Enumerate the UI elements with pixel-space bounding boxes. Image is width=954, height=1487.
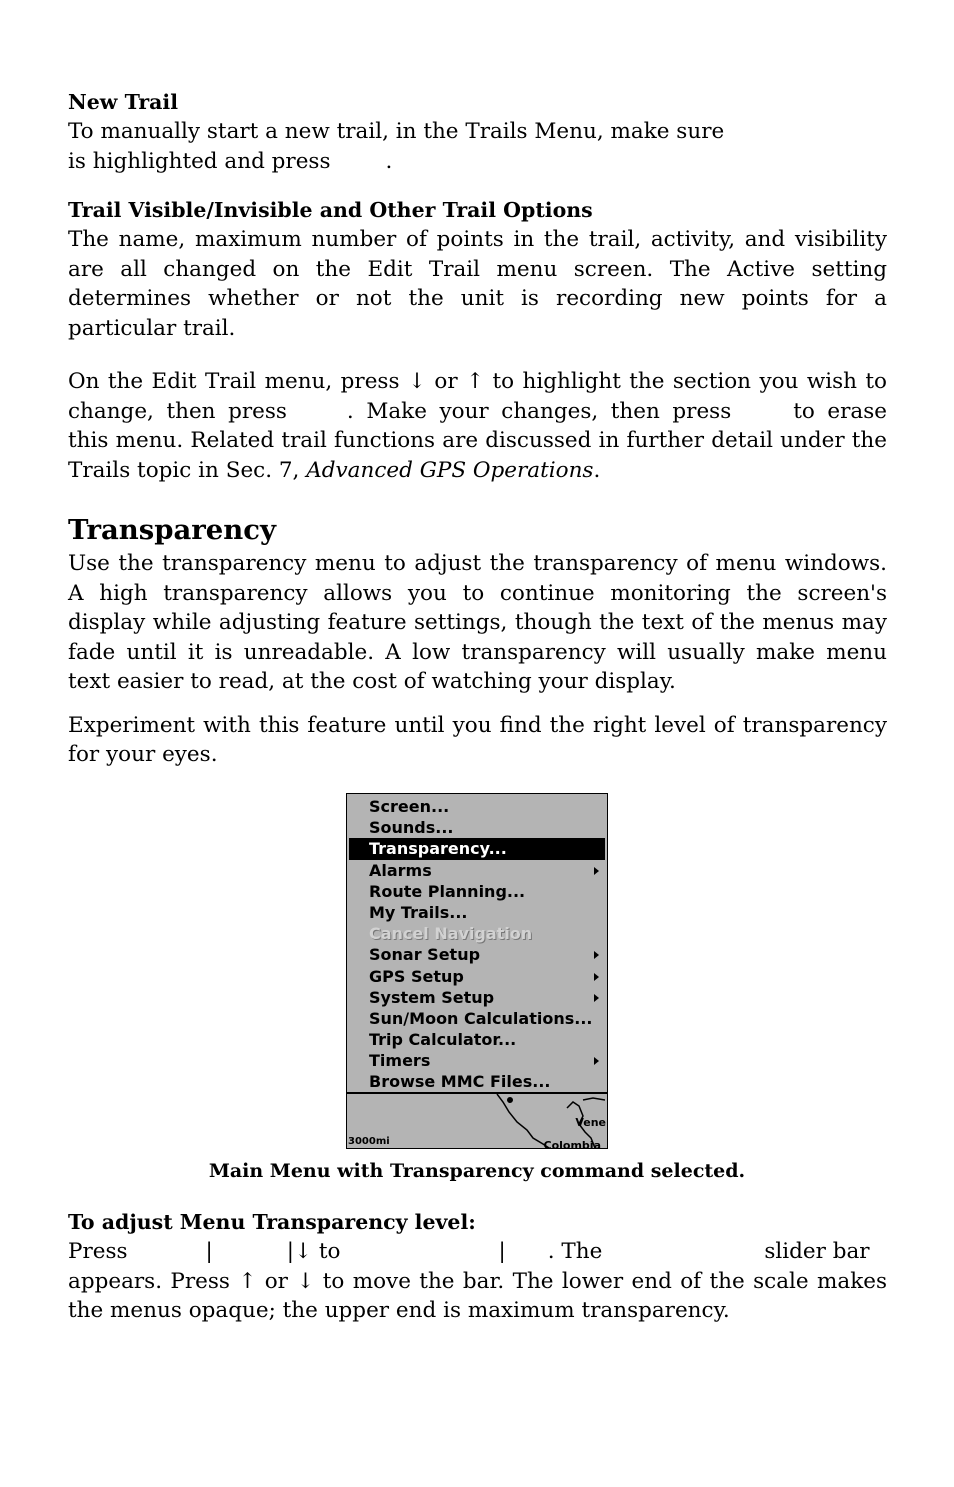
menu-item-transparency[interactable] <box>349 838 605 859</box>
menu-item-screen[interactable] <box>349 796 605 817</box>
menu-item-timers[interactable] <box>349 1050 605 1071</box>
menu-item-label: Transparency... <box>369 839 507 859</box>
menu-item-browse-mmc-files[interactable] <box>349 1071 605 1092</box>
submenu-arrow-icon <box>594 1057 599 1065</box>
trail-options-para2: On the Edit Trail menu, press ↓ or ↑ to highlight the section you wish to change, then press . Make your changes, then press to erase this menu. Related trail functions are discussed in further detail under the Trails topic in Sec. 7, Advanced GPS Operations. <box>68 369 887 483</box>
main-menu-screenshot <box>346 793 608 1149</box>
menu-item-label: Route Planning... <box>369 881 526 901</box>
menu-item-alarms[interactable] <box>349 860 605 881</box>
menu-item-system-setup[interactable] <box>349 987 605 1008</box>
menu-item-gps-setup[interactable] <box>349 966 605 987</box>
new-trail-line2: is highlighted and press . <box>68 148 393 174</box>
map-label-colombia: Colombia <box>543 1139 601 1149</box>
menu-item-label: Screen... <box>369 797 450 816</box>
menu-item-label: GPS Setup <box>369 966 464 986</box>
transparency-para2: Experiment with this feature until you find the right level of transparency for your eyes. <box>68 712 887 767</box>
new-trail-heading: New Trail <box>68 90 178 114</box>
menu-item-route-planning[interactable] <box>349 881 605 902</box>
menu-item-label: Trip Calculator... <box>369 1030 517 1050</box>
menu-item-label: Sonar Setup <box>369 945 481 965</box>
menu-item-label: Alarms <box>369 860 432 880</box>
menu-item-label: Timers <box>369 1051 431 1071</box>
main-menu-list <box>349 796 605 1093</box>
submenu-arrow-icon <box>594 951 599 959</box>
menu-item-label: My Trails... <box>369 902 468 922</box>
menu-item-label: Browse MMC Files... <box>369 1072 551 1092</box>
menu-item-sun-moon-calculations[interactable] <box>349 1008 605 1029</box>
adjust-line1: Press | |↓ to | . The slider bar <box>68 1239 870 1264</box>
menu-item-label: Cancel Navigation <box>369 924 533 944</box>
adjust-heading: To adjust Menu Transparency level: <box>68 1210 476 1234</box>
menu-item-sounds[interactable] <box>349 817 605 838</box>
menu-item-label: Sun/Moon Calculations... <box>369 1008 593 1028</box>
menu-item-my-trails[interactable] <box>349 902 605 923</box>
submenu-arrow-icon <box>594 973 599 981</box>
menu-item-trip-calculator[interactable] <box>349 1029 605 1050</box>
submenu-arrow-icon <box>594 867 599 875</box>
menu-item-label: System Setup <box>369 987 495 1007</box>
transparency-para1: Use the transparency menu to adjust the transparency of menu windows. A high transparency allows you to continue monitoring the screen's display while adjusting feature settings, though the text of the menus may fade until it is unreadable. A low transparency will usually make menu text easier to read, at the cost of watching your display. <box>68 551 887 694</box>
trail-options-para1: The name, maximum number of points in the trail, activity, and visibility are all changed on the Edit Trail menu screen. The Active setting determines whether or not the unit is recording new points for a particular trail. <box>68 227 887 341</box>
adjust-section <box>68 1208 887 1326</box>
submenu-arrow-icon <box>594 994 599 1002</box>
new-trail-line1: To manually start a new trail, in the Trails Menu, make sure <box>68 119 725 144</box>
menu-item-label: Sounds... <box>369 818 454 838</box>
page-content <box>68 88 887 770</box>
figure-caption: Main Menu with Transparency command selected. <box>208 1160 746 1182</box>
map-strip <box>347 1092 607 1148</box>
map-scale-label: 3000mi <box>348 1136 390 1147</box>
transparency-heading: Transparency <box>68 514 276 546</box>
menu-item-cancel-navigation <box>349 923 605 944</box>
adjust-rest: appears. Press ↑ or ↓ to move the bar. The lower end of the scale makes the menus opaque; the upper end is maximum transparency. <box>68 1268 887 1323</box>
trail-options-heading: Trail Visible/Invisible and Other Trail Options <box>68 198 593 222</box>
menu-item-sonar-setup[interactable] <box>349 944 605 965</box>
map-label-venezuela: Vene <box>575 1116 606 1129</box>
